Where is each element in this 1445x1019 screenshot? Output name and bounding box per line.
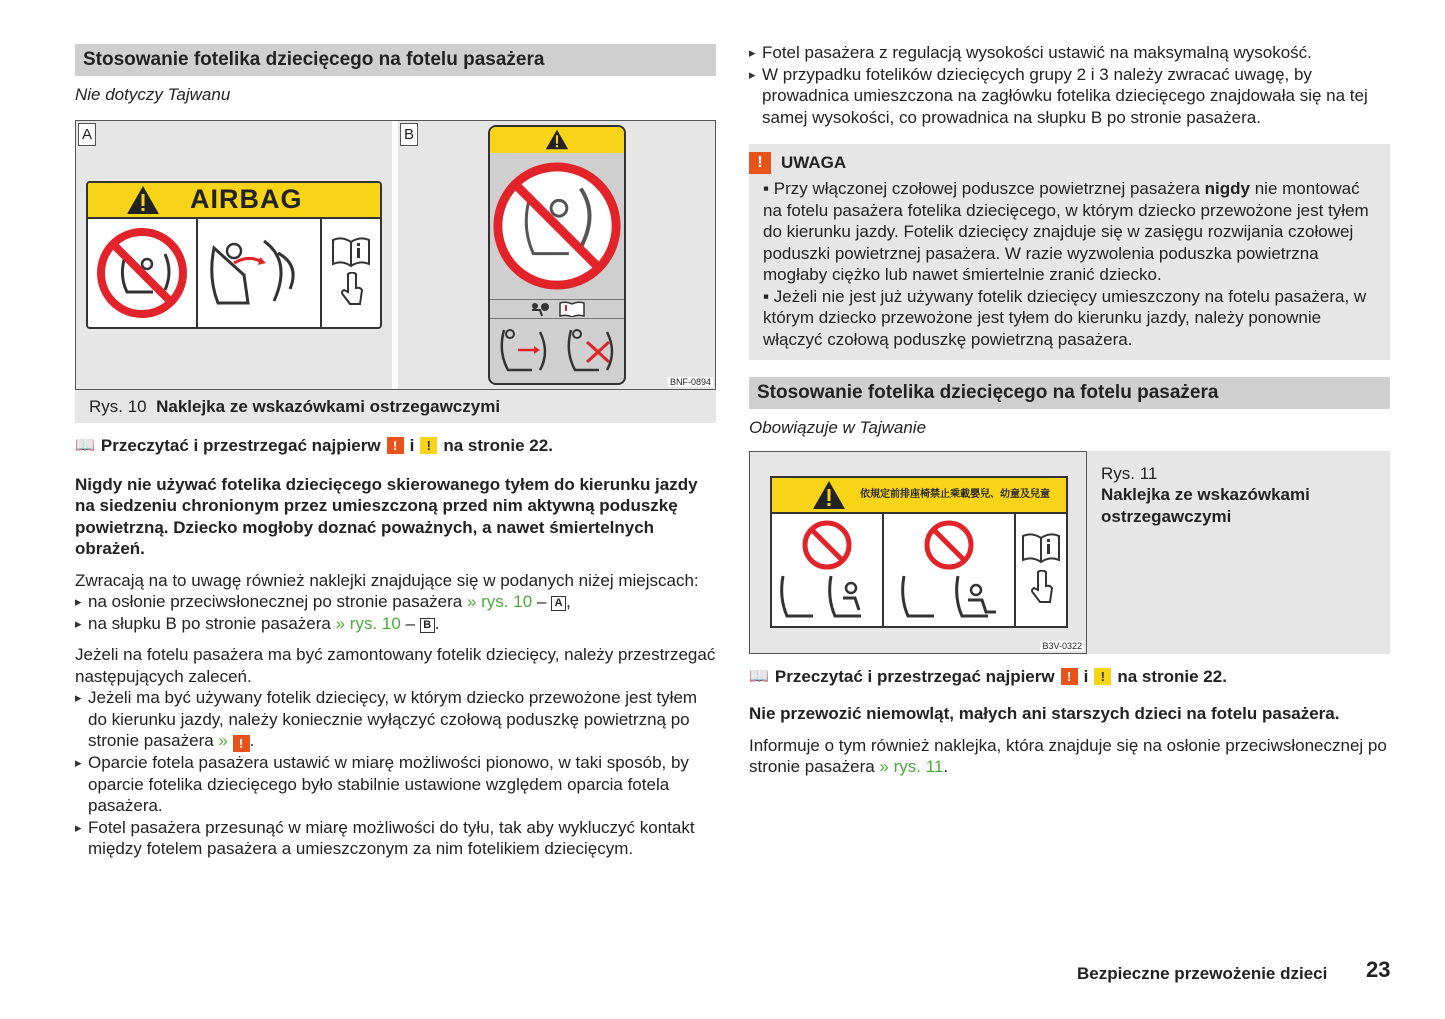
book-icon: 📖 <box>75 437 95 454</box>
seat-no-contact-icon <box>563 324 619 376</box>
seat-adjust-icon <box>496 324 552 376</box>
figure-11-row <box>749 451 1390 654</box>
airbag-deploy-icon <box>204 233 314 313</box>
warning-box <box>749 144 1390 360</box>
no-rear-facing-seat-icon <box>490 158 624 294</box>
list-item: ▸ Fotel pasażera przesunąć w miarę możliwości do tyłu, tak aby wykluczyć kontakt między fotelem pasażera a umieszczonym za nim fotelikiem dziecięcym. <box>75 817 716 860</box>
warning-link[interactable]: » <box>218 731 228 750</box>
figure-11 <box>749 451 1087 654</box>
list-item: ▸ W przypadku fotelików dziecięcych grupy 2 i 3 należy zwracać uwagę, by prowadnica umieszczona na zagłówku fotelika dziecięcego znajdowała się na tej samej wysokości, co prowadnica na słupku B po stronie pasażera. <box>749 64 1390 129</box>
panel-b <box>398 121 715 389</box>
airbag-label: AIRBAG <box>190 183 303 214</box>
page-number: 23 <box>1366 957 1391 982</box>
list-item: ▸ na osłonie przeciwsłonecznej po stronie pasażera » rys. 10 – A , <box>75 591 716 613</box>
section-subtitle: Nie dotyczy Tajwanu <box>75 85 231 104</box>
warning-badge[interactable]: ! <box>233 735 250 752</box>
figure-code: B3V-0322 <box>1042 640 1082 651</box>
figure-11-caption <box>1087 451 1390 654</box>
figure-10 <box>75 120 716 390</box>
airbag-icon <box>529 301 549 317</box>
warning-icon: ! <box>749 152 771 174</box>
prohibited-icon <box>800 518 854 572</box>
seats-baby-icon <box>894 572 1004 622</box>
warning-paragraph: Nigdy nie używać fotelika dziecięcego skierowanego tyłem do kierunku jazdy na siedzeniu chronionym przez umieszczoną przed nim aktywną poduszkę powietrzną. Dziecko mogłoby doznać poważnych, a nawet śmiertelnych obrażeń. <box>75 474 698 558</box>
read-first-suffix[interactable]: na stronie 22. <box>443 436 553 455</box>
warning-triangle-icon <box>545 129 569 150</box>
warning-badge[interactable]: ! <box>1061 668 1078 685</box>
read-first-line <box>749 666 1390 688</box>
panel-label-a: A <box>78 123 96 147</box>
left-column <box>75 0 716 860</box>
airbag-sticker <box>86 181 382 329</box>
list-item: ▸ Jeżeli ma być używany fotelik dziecięcy, w którym dziecko przewożone jest tyłem do kierunku jazdy, należy koniecznie wyłączyć czołową poduszkę powietrzną po stronie pasażera » ! . <box>75 687 716 752</box>
right-column <box>749 0 1390 778</box>
warning-text-1: ▪ Przy włączonej czołowej poduszce powietrznej pasażera nigdy nie montować na fotelu pasażera fotelika dziecięcego, w którym dziecko przewożone jest tyłem do kierunku jazdy. Fotelik dziecięcy znajduje się w zasięgu rozwijania czołowej poduszki powietrznej pasażera. W razie wyzwolenia poduszka powietrzna mogłaby ciężko lub nawet śmiertelnie zranić dziecko. ▪ Jeżeli nie jest już używany fotelik dziecięcy umieszczony na fotelu pasażera, w którym dziecko przewożone jest tyłem do kierunku jazdy, należy ponownie włączyć czołową poduszkę powietrzną pasażera. <box>763 179 1369 349</box>
panel-a <box>76 121 392 389</box>
section-heading: Stosowanie fotelika dziecięcego na fotelu pasażera <box>75 44 716 76</box>
warning-triangle-icon <box>126 185 160 215</box>
prohibited-icon <box>922 518 976 572</box>
warning-badge[interactable]: ! <box>387 437 404 454</box>
read-first-and: i <box>1083 666 1089 686</box>
manual-info-icon <box>1021 530 1061 564</box>
body-paragraph: Informuje o tym również naklejka, która znajduje się na osłonie przeciwsłonecznej po stronie pasażera » rys. 11. <box>749 735 1387 776</box>
letter-box: B <box>420 618 435 633</box>
figure-link[interactable]: » rys. 10 <box>466 592 533 611</box>
taiwan-sticker <box>770 476 1068 628</box>
instruction-list <box>75 687 716 860</box>
figure-link[interactable]: » rys. 10 <box>335 613 401 633</box>
read-first-line <box>75 435 716 457</box>
letter-box: A <box>551 596 566 611</box>
pillar-sticker <box>488 125 626 385</box>
section-subtitle: Obowiązuje w Tajwanie <box>749 418 927 437</box>
pointing-hand-icon <box>1028 570 1054 610</box>
warning-paragraph: Nie przewozić niemowląt, małych ani starszych dzieci na fotelu pasażera. <box>749 704 1340 723</box>
caution-badge[interactable]: ! <box>1094 668 1111 685</box>
manual-info-icon <box>331 234 371 268</box>
list-item: ▸ Oparcie fotela pasażera ustawić w miarę możliwości pionowo, w taki sposób, by oparcie fotelika dziecięcego było stabilnie ustawione względem oparcia fotela pasażera. <box>75 752 716 817</box>
list-item: ▸ na słupku B po stronie pasażera » rys. 10 – B . <box>75 613 716 635</box>
read-first-prefix: Przeczytać i przestrzegać najpierw <box>100 436 381 455</box>
footer-section-title: Bezpieczne przewożenie dzieci <box>1077 964 1328 983</box>
instruction-list-cont <box>749 42 1390 128</box>
caption-number: Rys. 11 <box>1101 463 1158 483</box>
warning-triangle-icon <box>812 480 846 510</box>
figure-caption <box>75 390 716 424</box>
list-item: ▸ Fotel pasażera z regulacją wysokości ustawić na maksymalną wysokość. <box>749 42 1390 64</box>
section-heading: Stosowanie fotelika dziecięcego na fotelu pasażera <box>749 377 1390 409</box>
caption-number: Rys. 10 <box>89 396 147 416</box>
body-paragraph: Zwracają na to uwagę również naklejki znajdujące się w podanych niżej miejscach: <box>75 570 699 590</box>
warning-title: ! UWAGA <box>749 152 1376 174</box>
caption-text: Naklejka ze wskazówkami ostrzegawczymi <box>156 396 501 416</box>
no-child-seat-icon <box>95 226 189 320</box>
warning-text-2: Jeżeli nie jest już używany fotelik dziecięcy umieszczony na fotelu pasażera, w którym dziecko przewożone jest tyłem do kierunku jazdy, należy ponownie włączyć czołową poduszkę powietrzną pasażera. <box>763 286 1367 349</box>
seats-child-icon <box>777 572 877 622</box>
manual-warning-icon <box>559 301 585 317</box>
book-icon: 📖 <box>749 667 769 685</box>
panel-label-b: B <box>400 123 418 147</box>
chinese-warning: 依規定前排座椅禁止乘載嬰兒、幼童及兒童 <box>860 488 1050 500</box>
figure-link[interactable]: » rys. 11 <box>879 757 944 776</box>
body-paragraph: Jeżeli na fotelu pasażera ma być zamontowany fotelik dziecięcy, należy przestrzegać następujących zaleceń. <box>75 645 716 686</box>
caution-badge[interactable]: ! <box>420 437 437 454</box>
caption-text: Naklejka ze wskazówkami ostrzegawczymi <box>1101 485 1310 526</box>
figure-code: BNF-0894 <box>669 376 711 387</box>
read-first-and: i <box>409 436 415 455</box>
location-list <box>75 591 716 634</box>
pointing-hand-icon <box>338 272 364 312</box>
read-first-prefix: Przeczytać i przestrzegać najpierw <box>774 666 1055 686</box>
read-first-suffix[interactable]: na stronie 22. <box>1117 666 1227 686</box>
